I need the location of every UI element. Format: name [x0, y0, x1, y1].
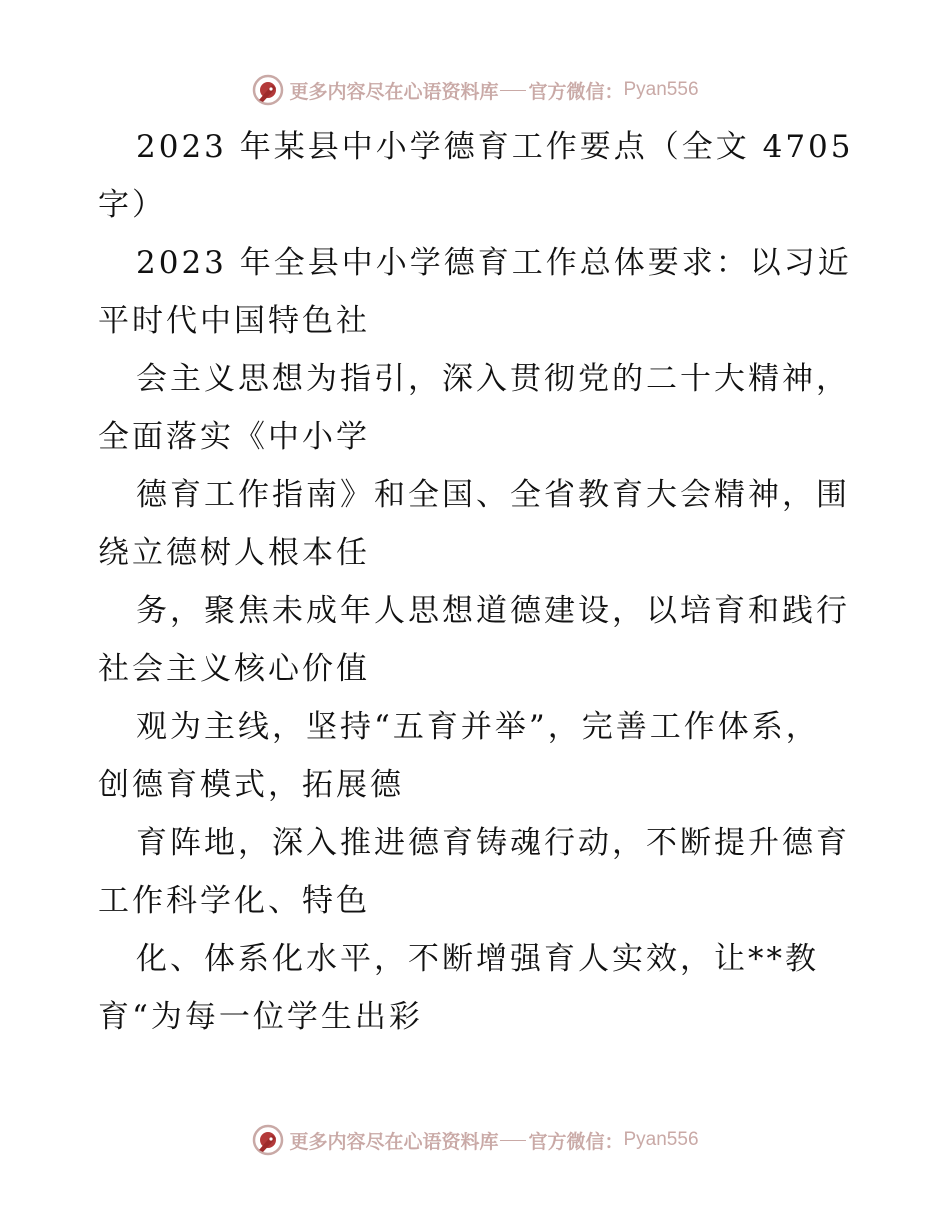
paragraph-line: 创德育模式，拓展德 — [98, 767, 404, 803]
paragraph-line: 2023 年全县中小学德育工作总体要求：以习近 — [136, 245, 852, 281]
document-title-line-1: 2023 年某县中小学德育工作要点（全文 4705 — [136, 129, 854, 165]
watermark-site-text: 更多内容尽在心语资料库 — [289, 80, 499, 103]
paragraph-line: 平时代中国特色社 — [98, 303, 370, 339]
paragraph-line: 全面落实《中小学 — [98, 419, 370, 455]
paragraph-line: 德育工作指南》和全国、全省教育大会精神，围 — [136, 477, 850, 513]
paragraph-line: 育阵地，深入推进德育铸魂行动，不断提升德育 — [136, 825, 850, 861]
footer-watermark — [0, 1120, 950, 1160]
paragraph-line: 工作科学化、特色 — [98, 883, 370, 919]
pen-nib-logo-icon — [251, 73, 285, 107]
watermark-wechat-id: Pyan556 — [623, 79, 699, 100]
header-watermark — [0, 70, 950, 110]
paragraph-line: 观为主线，坚持“五育并举”，完善工作体系， — [136, 709, 820, 745]
paragraph-line: 化、体系化水平，不断增强育人实效，让**教 — [136, 941, 819, 977]
paragraph-line: 绕立德树人根本任 — [98, 535, 370, 571]
watermark-dash — [500, 90, 526, 91]
document-body — [98, 118, 858, 1046]
pen-nib-logo-icon — [251, 1123, 285, 1157]
document-title-line-2: 字） — [98, 187, 166, 223]
paragraph-line: 社会主义核心价值 — [98, 651, 370, 687]
watermark-wechat-label: 官方微信： — [528, 80, 624, 103]
watermark-dash — [500, 1140, 526, 1141]
watermark-wechat-id: Pyan556 — [623, 1129, 699, 1150]
watermark-wechat-label: 官方微信： — [528, 1130, 624, 1153]
paragraph-line: 育“为每一位学生出彩 — [98, 999, 423, 1035]
paragraph-line: 会主义思想为指引，深入贯彻党的二十大精神， — [136, 361, 850, 397]
paragraph-line: 务，聚焦未成年人思想道德建设，以培育和践行 — [136, 593, 850, 629]
watermark-site-text: 更多内容尽在心语资料库 — [289, 1130, 499, 1153]
